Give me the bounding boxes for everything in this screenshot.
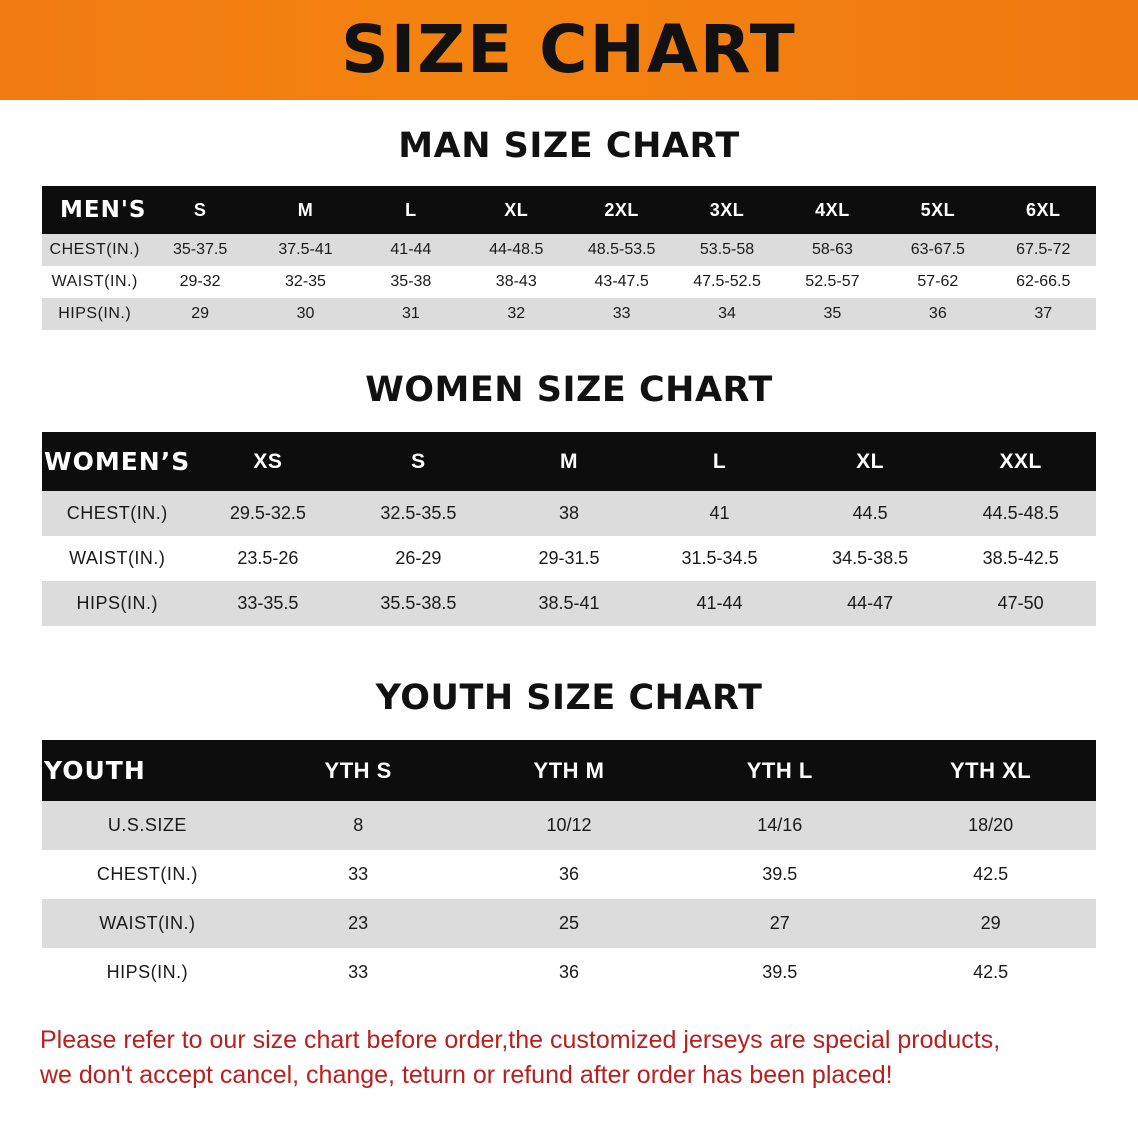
table-row bbox=[42, 899, 1096, 948]
women-waist-l: 31.5-34.5 bbox=[644, 536, 795, 581]
size-chart-banner bbox=[0, 0, 1138, 100]
women-size-table bbox=[42, 432, 1096, 626]
table-row bbox=[42, 536, 1096, 581]
youth-col-m: YTH M bbox=[533, 757, 605, 783]
women-table-head bbox=[42, 432, 1096, 491]
youth-table-body bbox=[42, 801, 1096, 997]
table-row bbox=[42, 298, 1096, 330]
youth-section-heading: YOUTH SIZE CHART bbox=[375, 678, 763, 718]
women-row-label-chest: CHEST(IN.) bbox=[42, 491, 193, 536]
women-waist-xs: 23.5-26 bbox=[193, 536, 344, 581]
youth-hips-xl: 42.5 bbox=[885, 948, 1096, 997]
man-col-5xl: 5XL bbox=[920, 199, 956, 220]
table-row bbox=[42, 581, 1096, 626]
women-waist-xl: 34.5-38.5 bbox=[795, 536, 946, 581]
man-col-3xl: 3XL bbox=[709, 199, 745, 220]
women-table-body bbox=[42, 491, 1096, 626]
order-policy-note-line2: we don't accept cancel, change, teturn or refund after order has been placed! bbox=[40, 1060, 893, 1089]
women-col-xs: XS bbox=[253, 449, 283, 473]
youth-waist-s: 23 bbox=[253, 899, 464, 948]
table-row bbox=[42, 491, 1096, 536]
youth-chest-l: 39.5 bbox=[674, 850, 885, 899]
women-row-label-hips: HIPS(IN.) bbox=[42, 581, 193, 626]
women-chest-xl: 44.5 bbox=[795, 491, 946, 536]
youth-hips-m: 36 bbox=[464, 948, 675, 997]
man-hips-6xl: 37 bbox=[991, 298, 1096, 330]
table-row bbox=[42, 850, 1096, 899]
youth-col-l: YTH L bbox=[746, 757, 813, 783]
youth-chest-xl: 42.5 bbox=[885, 850, 1096, 899]
women-col-xl: XL bbox=[856, 449, 885, 473]
women-col-xxl: XXL bbox=[999, 449, 1042, 473]
women-chest-m: 38 bbox=[494, 491, 645, 536]
man-hips-2xl: 33 bbox=[569, 298, 674, 330]
man-hips-4xl: 35 bbox=[780, 298, 885, 330]
youth-chest-s: 33 bbox=[253, 850, 464, 899]
women-chest-xxl: 44.5-48.5 bbox=[945, 491, 1096, 536]
youth-ussize-l: 14/16 bbox=[674, 801, 885, 850]
man-chest-xl: 44-48.5 bbox=[464, 234, 569, 266]
man-chest-4xl: 58-63 bbox=[780, 234, 885, 266]
youth-ussize-xl: 18/20 bbox=[885, 801, 1096, 850]
women-table-wrap bbox=[42, 432, 1096, 626]
man-hips-l: 31 bbox=[358, 298, 463, 330]
man-chest-m: 37.5-41 bbox=[253, 234, 358, 266]
table-row bbox=[42, 234, 1096, 266]
youth-header-row bbox=[42, 740, 1096, 801]
youth-table-head bbox=[42, 740, 1096, 801]
youth-waist-xl: 29 bbox=[885, 899, 1096, 948]
women-waist-s: 26-29 bbox=[343, 536, 494, 581]
youth-corner-label: YOUTH bbox=[44, 756, 146, 785]
women-waist-xxl: 38.5-42.5 bbox=[945, 536, 1096, 581]
man-hips-3xl: 34 bbox=[674, 298, 779, 330]
youth-col-xl: YTH XL bbox=[949, 757, 1032, 783]
man-waist-s: 29-32 bbox=[147, 266, 252, 298]
women-chest-s: 32.5-35.5 bbox=[343, 491, 494, 536]
man-col-s: S bbox=[193, 199, 207, 220]
man-col-6xl: 6XL bbox=[1026, 199, 1061, 220]
women-hips-xs: 33-35.5 bbox=[193, 581, 344, 626]
man-header-row bbox=[42, 186, 1096, 234]
women-col-l: L bbox=[712, 449, 727, 473]
man-hips-m: 30 bbox=[253, 298, 358, 330]
order-policy-note bbox=[40, 1023, 1098, 1092]
women-hips-xl: 44-47 bbox=[795, 581, 946, 626]
man-table-body bbox=[42, 234, 1096, 330]
man-waist-4xl: 52.5-57 bbox=[780, 266, 885, 298]
man-hips-s: 29 bbox=[147, 298, 252, 330]
youth-row-label-ussize: U.S.SIZE bbox=[42, 801, 253, 850]
man-row-label-waist: WAIST(IN.) bbox=[42, 266, 147, 298]
man-waist-l: 35-38 bbox=[358, 266, 463, 298]
women-hips-l: 41-44 bbox=[644, 581, 795, 626]
youth-row-label-chest: CHEST(IN.) bbox=[42, 850, 253, 899]
man-row-label-chest: CHEST(IN.) bbox=[42, 234, 147, 266]
man-col-xl: XL bbox=[504, 199, 529, 220]
women-chest-xs: 29.5-32.5 bbox=[193, 491, 344, 536]
women-chest-l: 41 bbox=[644, 491, 795, 536]
man-chest-6xl: 67.5-72 bbox=[991, 234, 1096, 266]
man-chest-5xl: 63-67.5 bbox=[885, 234, 990, 266]
man-col-m: M bbox=[297, 199, 314, 220]
table-row bbox=[42, 266, 1096, 298]
youth-chest-m: 36 bbox=[464, 850, 675, 899]
man-col-4xl: 4XL bbox=[815, 199, 850, 220]
youth-row-label-waist: WAIST(IN.) bbox=[42, 899, 253, 948]
women-col-m: M bbox=[559, 449, 578, 473]
man-table-wrap bbox=[42, 186, 1096, 330]
man-waist-5xl: 57-62 bbox=[885, 266, 990, 298]
man-corner-label: MEN'S bbox=[60, 197, 147, 223]
women-waist-m: 29-31.5 bbox=[494, 536, 645, 581]
table-row bbox=[42, 801, 1096, 850]
youth-col-s: YTH S bbox=[324, 757, 392, 783]
women-row-label-waist: WAIST(IN.) bbox=[42, 536, 193, 581]
youth-hips-l: 39.5 bbox=[674, 948, 885, 997]
order-policy-note-line1: Please refer to our size chart before order,the customized jerseys are special products, bbox=[40, 1026, 1001, 1054]
man-row-label-hips: HIPS(IN.) bbox=[42, 298, 147, 330]
man-hips-xl: 32 bbox=[464, 298, 569, 330]
man-waist-m: 32-35 bbox=[253, 266, 358, 298]
youth-ussize-s: 8 bbox=[253, 801, 464, 850]
women-hips-s: 35.5-38.5 bbox=[343, 581, 494, 626]
youth-waist-l: 27 bbox=[674, 899, 885, 948]
man-waist-6xl: 62-66.5 bbox=[991, 266, 1096, 298]
women-col-s: S bbox=[411, 449, 426, 473]
man-waist-xl: 38-43 bbox=[464, 266, 569, 298]
youth-row-label-hips: HIPS(IN.) bbox=[42, 948, 253, 997]
man-waist-3xl: 47.5-52.5 bbox=[674, 266, 779, 298]
man-section-heading: MAN SIZE CHART bbox=[398, 126, 740, 166]
women-header-row bbox=[42, 432, 1096, 491]
man-chest-s: 35-37.5 bbox=[147, 234, 252, 266]
youth-size-table bbox=[42, 740, 1096, 997]
man-waist-2xl: 43-47.5 bbox=[569, 266, 674, 298]
man-col-2xl: 2XL bbox=[604, 199, 639, 220]
man-size-table bbox=[42, 186, 1096, 330]
youth-waist-m: 25 bbox=[464, 899, 675, 948]
women-corner-label: WOMEN’S bbox=[44, 447, 191, 476]
youth-table-wrap bbox=[42, 740, 1096, 997]
page-title: SIZE CHART bbox=[341, 11, 797, 88]
women-hips-m: 38.5-41 bbox=[494, 581, 645, 626]
man-chest-3xl: 53.5-58 bbox=[674, 234, 779, 266]
youth-ussize-m: 10/12 bbox=[464, 801, 675, 850]
man-table-head bbox=[42, 186, 1096, 234]
women-section-heading: WOMEN SIZE CHART bbox=[365, 370, 773, 410]
women-hips-xxl: 47-50 bbox=[945, 581, 1096, 626]
man-hips-5xl: 36 bbox=[885, 298, 990, 330]
man-chest-2xl: 48.5-53.5 bbox=[569, 234, 674, 266]
man-chest-l: 41-44 bbox=[358, 234, 463, 266]
man-col-l: L bbox=[405, 199, 417, 220]
youth-hips-s: 33 bbox=[253, 948, 464, 997]
table-row bbox=[42, 948, 1096, 997]
